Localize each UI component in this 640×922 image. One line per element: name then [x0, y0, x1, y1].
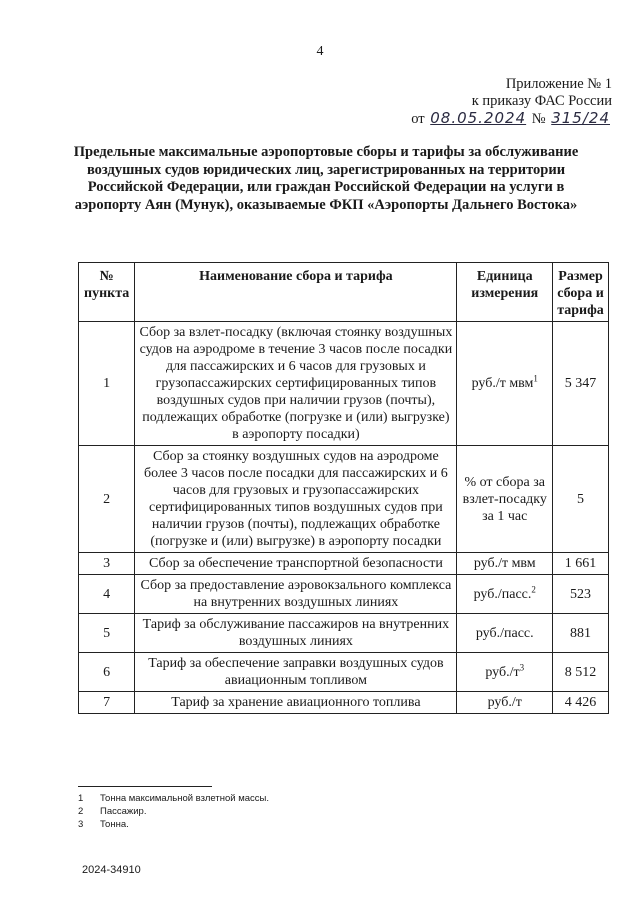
table-body	[79, 322, 609, 714]
row-number: 1	[79, 322, 135, 446]
table-row	[79, 653, 609, 692]
row-unit	[457, 692, 553, 714]
tariffs-table	[78, 262, 609, 714]
row-name: Сбор за обеспечение транспортной безопасности	[135, 553, 457, 575]
row-name: Тариф за обслуживание пассажиров на внутренних воздушных линиях	[135, 614, 457, 653]
row-number: 6	[79, 653, 135, 692]
footnote-divider	[78, 786, 212, 787]
table-row	[79, 575, 609, 614]
row-amount: 881	[553, 614, 609, 653]
unit-text: руб./т мвм	[473, 556, 536, 571]
row-amount: 5 347	[553, 322, 609, 446]
table-row	[79, 446, 609, 553]
unit-text: руб./т	[487, 695, 522, 710]
appendix-order-date-number	[352, 110, 612, 128]
unit-text: руб./т	[485, 664, 520, 680]
table-row	[79, 553, 609, 575]
footnote	[78, 792, 269, 805]
row-number: 5	[79, 614, 135, 653]
table-row	[79, 322, 609, 446]
appendix-header	[352, 76, 612, 128]
footnote	[78, 805, 269, 818]
row-number: 7	[79, 692, 135, 714]
row-name: Сбор за стоянку воздушных судов на аэродроме более 3 часов после посадки для пассажирских и 6 часов для грузовых и грузопассажирских сертифицированных типов воздушных судов при наличии грузов (почты), подлежащих обработке (погрузке и (или) выгрузке) в аэропорту посадки	[135, 446, 457, 553]
unit-footnote-ref: 3	[519, 661, 525, 672]
appendix-title: Приложение № 1	[505, 76, 612, 92]
footnote-text: Тонна.	[100, 819, 129, 830]
header-unit: Единица измерения	[457, 263, 553, 322]
header-amount: Размер сбора и тарифа	[553, 263, 609, 322]
appendix-order-ref: к приказу ФАС России	[471, 93, 612, 109]
row-unit	[457, 575, 553, 614]
footnote-mark: 1	[78, 793, 84, 804]
row-number: 3	[79, 553, 135, 575]
document-code: 2024-34910	[82, 864, 141, 876]
row-name: Сбор за взлет-посадку (включая стоянку воздушных судов на аэродроме в течение 3 часов после посадки для пассажирских и 6 часов для грузовых и грузопассажирских сертифицированных типов воздушных судов при наличии грузов (почты), подлежащих обработке (погрузке и (или) выгрузке) в аэропорту посадки)	[135, 322, 457, 446]
row-unit	[457, 322, 553, 446]
from-label: от	[411, 111, 425, 127]
unit-text: % от сбора за взлет-посадку за 1 час	[462, 474, 547, 524]
page-number: 4	[316, 44, 324, 59]
footnotes	[78, 792, 269, 831]
unit-text: руб./т мвм	[471, 376, 534, 391]
row-amount: 8 512	[553, 653, 609, 692]
unit-footnote-ref: 2	[531, 583, 536, 594]
row-unit	[457, 653, 553, 692]
footnote	[78, 818, 269, 831]
footnote-text: Тонна максимальной взлетной массы.	[100, 793, 269, 804]
footnote-mark: 3	[78, 819, 84, 830]
row-unit	[457, 614, 553, 653]
row-name: Сбор за предоставление аэровокзального комплекса на внутренних воздушных линиях	[135, 575, 457, 614]
row-amount: 523	[553, 575, 609, 614]
header-number: № пункта	[79, 263, 135, 322]
row-number: 4	[79, 575, 135, 614]
footnote-mark: 2	[78, 806, 84, 817]
row-unit	[457, 553, 553, 575]
number-label: №	[531, 111, 546, 127]
order-number-handwritten: 315/24	[551, 109, 610, 127]
row-unit	[457, 446, 553, 553]
unit-footnote-ref: 1	[533, 373, 538, 384]
unit-text: руб./пасс.	[473, 586, 532, 602]
document-title: Предельные максимальные аэропортовые сборы и тарифы за обслуживание воздушных судов юридических лиц, зарегистрированных на территории Российской Федерации, или граждан Российской Федерации на услуги в аэропорту Аян (Мунук), оказываемые ФКП «Аэропорты Дальнего Востока»	[73, 144, 579, 213]
table-row	[79, 692, 609, 714]
unit-text: руб./пасс.	[475, 625, 534, 641]
footnote-text: Пассажир.	[100, 806, 147, 817]
row-amount: 5	[553, 446, 609, 553]
row-name: Тариф за хранение авиационного топлива	[135, 692, 457, 714]
table-header-row	[79, 263, 609, 322]
row-amount: 1 661	[553, 553, 609, 575]
row-name: Тариф за обеспечение заправки воздушных судов авиационным топливом	[135, 653, 457, 692]
order-date-handwritten: 08.05.2024	[430, 109, 527, 127]
row-amount: 4 426	[553, 692, 609, 714]
row-number: 2	[79, 446, 135, 553]
header-name: Наименование сбора и тарифа	[135, 263, 457, 322]
table-row	[79, 614, 609, 653]
